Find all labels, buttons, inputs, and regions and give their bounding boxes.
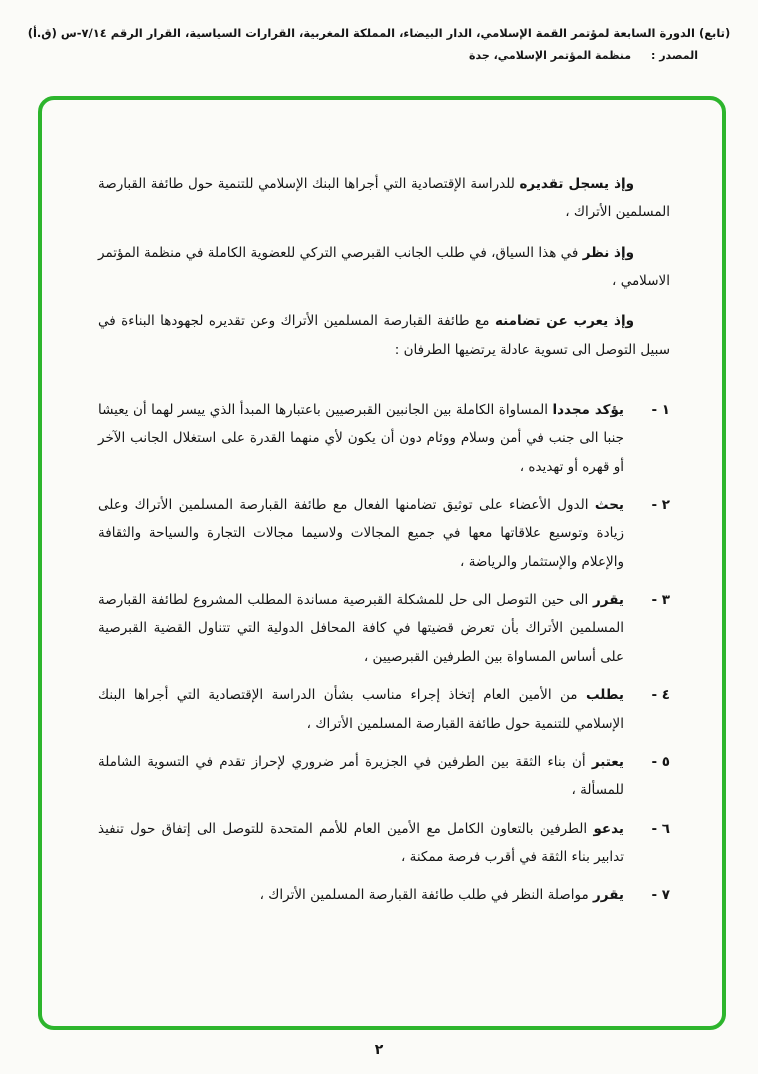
document-body xyxy=(42,100,722,910)
item-body: الدول الأعضاء على توثيق تضامنها الفعال مع طائفة القبارصة المسلمين الأتراك وعلى زيادة وتوسيع علاقاتها معها في جميع المجالات ولاسيما مجالات التجارة والسياحة والثقافة والإعلام والإستثمار والرياضة ، xyxy=(98,497,624,570)
item-body: مواصلة النظر في طلب طائفة القبارصة المسلمين الأتراك ، xyxy=(259,887,589,904)
item-text xyxy=(98,491,624,576)
preamble-text: للدراسة الإقتصادية التي أجراها البنك الإسلامي للتنمية حول طائفة القبارصة المسلمين الأتراك ، xyxy=(98,176,670,221)
item-number: ٢ - xyxy=(651,497,670,514)
item-body: أن بناء الثقة بين الطرفين في الجزيرة أمر ضروري لإحراز تقدم في التسوية الشاملة للمسألة ، xyxy=(98,753,624,799)
green-border-frame xyxy=(38,96,726,1030)
item-lead: يحث xyxy=(594,497,624,514)
item-text xyxy=(98,681,624,738)
resolution-item xyxy=(98,748,670,805)
preamble-text: في هذا السياق، في طلب الجانب القبرصي التركي للعضوية الكاملة في منظمة المؤتمر الاسلامي ، xyxy=(98,244,670,290)
item-body: المساواة الكاملة بين الجانبين القبرصيين باعتبارها المبدأ الذي ييسر لهما أن يعيشا جنبا الى جنب في أمن وسلام ووئام دون أن يكون لأي منهما القدرة على استغلال الجانب الآخر أو قهره أو تهديده ، xyxy=(98,402,624,475)
preamble-paragraph xyxy=(98,307,670,364)
item-text xyxy=(98,815,624,872)
item-lead: يدعو xyxy=(593,820,624,837)
item-text xyxy=(98,881,624,909)
item-number: ٧ - xyxy=(651,887,670,904)
resolution-item xyxy=(98,586,670,671)
resolution-item xyxy=(98,881,670,909)
preamble-paragraph xyxy=(98,170,670,227)
item-number: ٦ - xyxy=(651,820,670,837)
resolution-item xyxy=(98,681,670,738)
item-lead: يؤكد مجددا xyxy=(552,402,625,419)
item-lead: يعتبر xyxy=(591,753,624,770)
item-text xyxy=(98,748,624,805)
preamble-lead: وإذ يعرب عن تضامنه xyxy=(494,313,635,330)
header-source-line xyxy=(0,40,758,62)
source-value: منظمة المؤتمر الإسلامي، جدة xyxy=(469,49,632,62)
item-lead: يقرر xyxy=(593,592,624,609)
item-lead: يقرر xyxy=(593,887,624,904)
preamble-lead: وإذ يسجل تقديره xyxy=(519,176,635,192)
preamble-text: مع طائفة القبارصة المسلمين الأتراك وعن تقديره لجهودها البناءة في سبيل التوصل الى تسوية عادلة يرتضيها الطرفان : xyxy=(98,313,670,358)
header-title: (تابع) الدورة السابعة لمؤتمر القمة الإسلامي، الدار البيضاء، المملكة المغربية، القرارات السياسية، القرار الرقم ٧/١٤-س (ق.أ) xyxy=(27,26,731,40)
item-text xyxy=(98,396,624,481)
preamble-lead: وإذ نظر xyxy=(582,244,635,261)
page-number: ٢ xyxy=(374,1042,384,1058)
item-number: ٣ - xyxy=(651,592,670,609)
preamble-paragraph xyxy=(98,239,670,296)
item-number: ٥ - xyxy=(651,753,670,770)
resolution-item xyxy=(98,491,670,576)
item-body: الطرفين بالتعاون الكامل مع الأمين العام للأمم المتحدة للتوصل الى إتفاق حول تنفيذ تدابير بناء الثقة في أقرب فرصة ممكنة ، xyxy=(98,820,624,865)
item-lead: يطلب xyxy=(585,687,625,704)
resolution-list xyxy=(98,396,670,910)
source-label: المصدر : xyxy=(650,49,698,62)
item-body: الى حين التوصل الى حل للمشكلة القبرصية مساندة المطلب المشروع لطائفة القبارصة المسلمين الأتراك بأن تعرض قضيتها في كافة المحافل الدولية التي تتناول القضية القبرصية على أساس المساواة بين الطرفين القبرصيين ، xyxy=(98,592,624,665)
item-text xyxy=(98,586,624,671)
resolution-item xyxy=(98,396,670,481)
resolution-item xyxy=(98,815,670,872)
item-number: ١ - xyxy=(651,402,670,419)
item-number: ٤ - xyxy=(651,687,670,704)
item-body: من الأمين العام إتخاذ إجراء مناسب بشأن الدراسة الإقتصادية التي أجراها البنك الإسلامي للتنمية حول طائفة القبارصة المسلمين الأتراك ، xyxy=(98,687,624,732)
document-header xyxy=(0,26,758,62)
